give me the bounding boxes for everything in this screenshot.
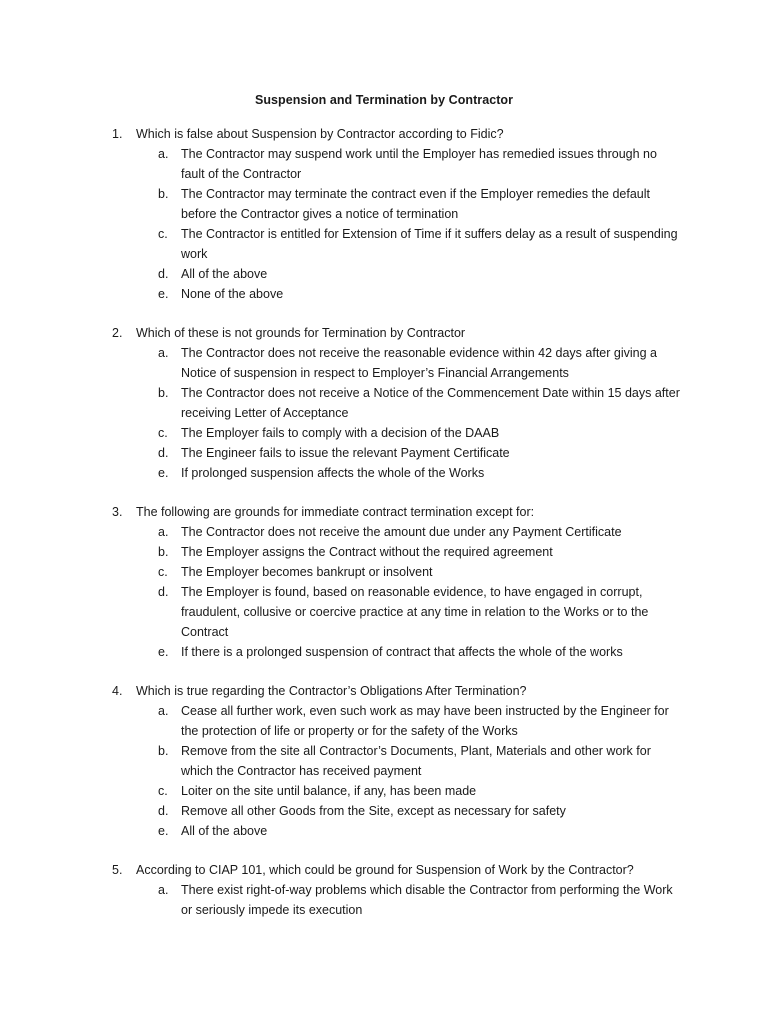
option-letter: c. <box>158 426 168 440</box>
answer-option <box>0 284 768 304</box>
option-letter: d. <box>158 585 169 599</box>
answer-option <box>0 582 768 642</box>
answer-option <box>0 423 768 443</box>
question-number: 3. <box>112 505 123 519</box>
option-letter: d. <box>158 267 169 281</box>
answer-option <box>0 542 768 562</box>
question-item <box>0 124 768 304</box>
option-text: The Contractor does not receive the reasonable evidence within 42 days after giving a Notice of suspension in respect to Employer’s Financial Arrangements <box>181 346 657 380</box>
answer-option <box>0 264 768 284</box>
option-letter: a. <box>158 525 169 539</box>
answer-option <box>0 343 768 383</box>
question-stem <box>0 502 768 522</box>
question-stem <box>0 323 768 343</box>
question-text: Which is false about Suspension by Contractor according to Fidic? <box>136 127 504 141</box>
answer-option <box>0 224 768 264</box>
question-item <box>0 323 768 483</box>
option-text: None of the above <box>181 287 284 301</box>
answer-option <box>0 642 768 662</box>
question-text: Which of these is not grounds for Termination by Contractor <box>136 326 466 340</box>
option-letter: b. <box>158 386 169 400</box>
option-text: Remove from the site all Contractor’s Documents, Plant, Materials and other work for which the Contractor has received payment <box>181 744 651 778</box>
option-text: The Contractor may terminate the contract even if the Employer remedies the default before the Contractor gives a notice of termination <box>181 187 650 221</box>
question-stem <box>0 124 768 144</box>
document-title: Suspension and Termination by Contractor <box>254 93 514 107</box>
option-text: The Employer becomes bankrupt or insolvent <box>181 565 433 579</box>
option-text: All of the above <box>181 824 268 838</box>
answer-option <box>0 880 768 920</box>
answer-option <box>0 144 768 184</box>
answer-option <box>0 184 768 224</box>
option-text: Cease all further work, even such work as may have been instructed by the Engineer for the protection of life or property or for the safety of the Works <box>181 704 669 738</box>
question-number: 5. <box>112 863 123 877</box>
question-item <box>0 502 768 662</box>
question-number: 4. <box>112 684 123 698</box>
question-number: 2. <box>112 326 123 340</box>
option-letter: a. <box>158 883 169 897</box>
answer-option <box>0 801 768 821</box>
option-text: Loiter on the site until balance, if any, has been made <box>181 784 477 798</box>
answer-option <box>0 522 768 542</box>
question-text: Which is true regarding the Contractor’s Obligations After Termination? <box>136 684 527 698</box>
option-text: The Engineer fails to issue the relevant Payment Certificate <box>181 446 510 460</box>
answer-option <box>0 701 768 741</box>
option-text: All of the above <box>181 267 268 281</box>
answer-option <box>0 463 768 483</box>
option-letter: e. <box>158 466 169 480</box>
option-text: If prolonged suspension affects the whole of the Works <box>181 466 485 480</box>
option-letter: e. <box>158 824 169 838</box>
option-letter: a. <box>158 704 169 718</box>
option-text: The Employer assigns the Contract without the required agreement <box>181 545 553 559</box>
option-letter: c. <box>158 227 168 241</box>
answer-option <box>0 383 768 423</box>
question-number: 1. <box>112 127 123 141</box>
question-stem <box>0 681 768 701</box>
answer-option <box>0 821 768 841</box>
answer-option <box>0 562 768 582</box>
option-letter: d. <box>158 446 169 460</box>
option-text: The Contractor does not receive the amount due under any Payment Certificate <box>181 525 622 539</box>
option-text: The Employer is found, based on reasonable evidence, to have engaged in corrupt, fraudulent, collusive or coercive practice at any time in relation to the Works or to the Contract <box>181 585 649 639</box>
option-letter: d. <box>158 804 169 818</box>
option-letter: e. <box>158 287 169 301</box>
question-item <box>0 681 768 841</box>
option-letter: a. <box>158 147 169 161</box>
option-letter: c. <box>158 784 168 798</box>
option-letter: c. <box>158 565 168 579</box>
option-text: The Contractor does not receive a Notice of the Commencement Date within 15 days after receiving Letter of Acceptance <box>181 386 680 420</box>
question-item <box>0 860 768 920</box>
option-text: The Contractor is entitled for Extension of Time if it suffers delay as a result of suspending work <box>181 227 678 261</box>
question-text: The following are grounds for immediate contract termination except for: <box>136 505 535 519</box>
option-letter: e. <box>158 645 169 659</box>
option-text: Remove all other Goods from the Site, except as necessary for safety <box>181 804 566 818</box>
option-letter: b. <box>158 187 169 201</box>
answer-option <box>0 741 768 781</box>
option-letter: b. <box>158 545 169 559</box>
question-list <box>0 124 768 939</box>
question-text: According to CIAP 101, which could be ground for Suspension of Work by the Contractor? <box>136 863 634 877</box>
option-letter: a. <box>158 346 169 360</box>
option-text: There exist right-of-way problems which disable the Contractor from performing the Work or seriously impede its execution <box>181 883 673 917</box>
answer-option <box>0 781 768 801</box>
option-text: The Contractor may suspend work until the Employer has remedied issues through no fault of the Contractor <box>181 147 657 181</box>
option-text: If there is a prolonged suspension of contract that affects the whole of the works <box>181 645 623 659</box>
answer-option <box>0 443 768 463</box>
option-text: The Employer fails to comply with a decision of the DAAB <box>181 426 500 440</box>
question-stem <box>0 860 768 880</box>
option-letter: b. <box>158 744 169 758</box>
